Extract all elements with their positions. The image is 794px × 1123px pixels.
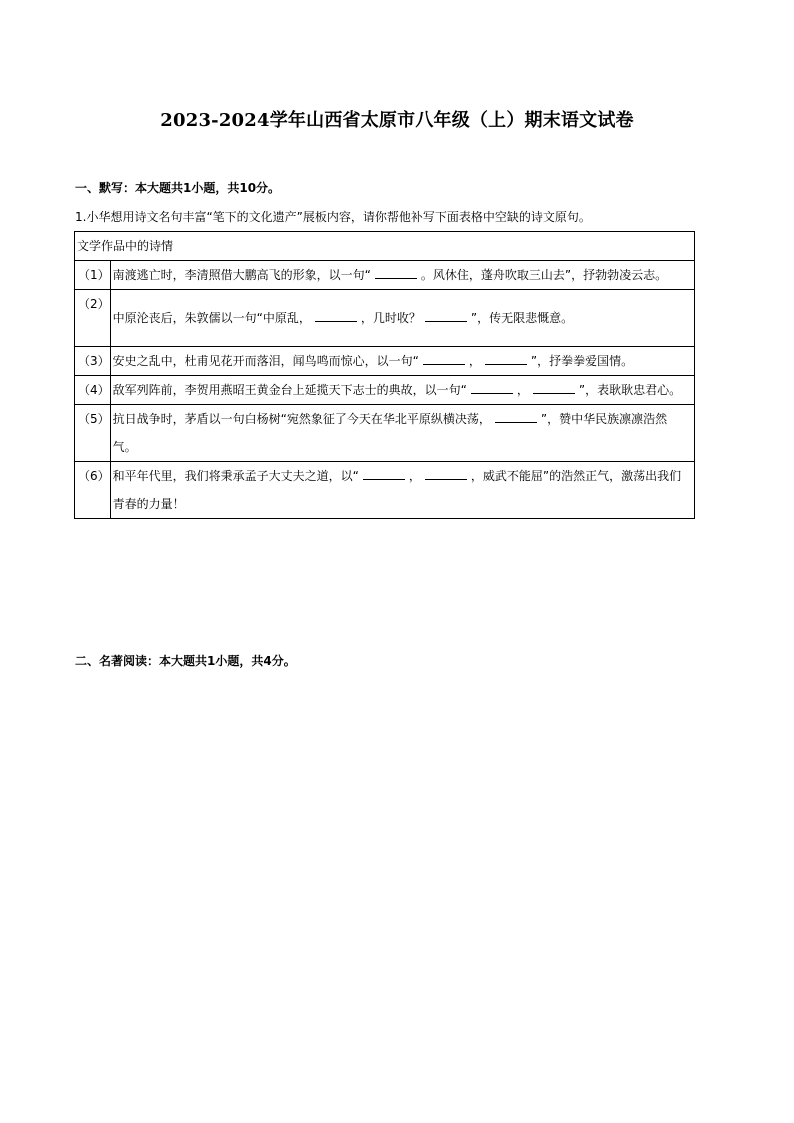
row-number: （3）: [75, 347, 111, 376]
text-before: 中原沦丧后，朱敦儒以一句“中原乱，: [112, 311, 311, 325]
text-after: ”，赞中华民族凛凛浩然气。: [112, 412, 668, 454]
page-title: 2023-2024学年山西省太原市八年级（上）期末语文试卷: [160, 110, 634, 131]
answer-blank[interactable]: [495, 408, 537, 423]
table-row: [75, 376, 695, 405]
table-header: 文学作品中的诗情: [75, 232, 695, 261]
poem-table: [74, 231, 695, 519]
text-mid: ，: [408, 469, 421, 483]
table-row: [75, 290, 695, 347]
answer-blank[interactable]: [423, 350, 465, 365]
answer-blank[interactable]: [315, 307, 357, 322]
table-row: [75, 462, 695, 519]
question-1-prompt: 1.小华想用诗文名句丰富“笔下的文化遗产”展板内容，请你帮他补写下面表格中空缺的诗文原句。: [75, 210, 591, 224]
section-heading-1: 一、默写：本大题共1小题，共10分。: [75, 181, 281, 195]
text-after: 。风休住，蓬舟吹取三山去”，抒勃勃凌云志。: [420, 268, 668, 282]
table-row: [75, 261, 695, 290]
row-number: （5）: [75, 405, 111, 462]
section-heading-2: 二、名著阅读：本大题共1小题，共4分。: [75, 654, 296, 668]
text-before: 安史之乱中，杜甫见花开而落泪，闻鸟鸣而惊心，以一句“: [112, 354, 419, 368]
row-text: [110, 290, 694, 347]
text-after: ”，抒拳拳爱国情。: [530, 354, 634, 368]
answer-blank[interactable]: [485, 350, 527, 365]
row-text: [110, 405, 694, 462]
row-number: （6）: [75, 462, 111, 519]
table-row: [75, 405, 695, 462]
text-after: ”，表耿耿忠君心。: [578, 383, 682, 397]
text-after: ”，传无限悲慨意。: [470, 311, 574, 325]
row-number: （4）: [75, 376, 111, 405]
answer-blank[interactable]: [425, 465, 467, 480]
text-after: ，威武不能屈”的浩然正气，激荡出我们青春的力量！: [112, 469, 682, 511]
answer-blank[interactable]: [375, 264, 417, 279]
text-before: 和平年代里，我们将秉承孟子大丈夫之道，以“: [112, 469, 359, 483]
row-text: [110, 376, 694, 405]
text-before: 抗日战争时，茅盾以一句白杨树“宛然象征了今天在华北平原纵横决荡，: [112, 412, 491, 426]
row-number: （2）: [75, 290, 111, 347]
row-number: （1）: [75, 261, 111, 290]
text-mid: ，: [516, 383, 529, 397]
row-text: [110, 261, 694, 290]
answer-blank[interactable]: [471, 379, 513, 394]
text-mid: ，: [468, 354, 481, 368]
table-header-row: [75, 232, 695, 261]
text-before: 敌军列阵前，李贺用燕昭王黄金台上延揽天下志士的典故，以一句“: [112, 383, 467, 397]
answer-blank[interactable]: [363, 465, 405, 480]
text-mid: ，几时收？: [360, 311, 421, 325]
row-text: [110, 462, 694, 519]
answer-blank[interactable]: [425, 307, 467, 322]
table-row: [75, 347, 695, 376]
text-before: 南渡逃亡时，李清照借大鹏高飞的形象，以一句“: [112, 268, 371, 282]
row-text: [110, 347, 694, 376]
answer-blank[interactable]: [533, 379, 575, 394]
